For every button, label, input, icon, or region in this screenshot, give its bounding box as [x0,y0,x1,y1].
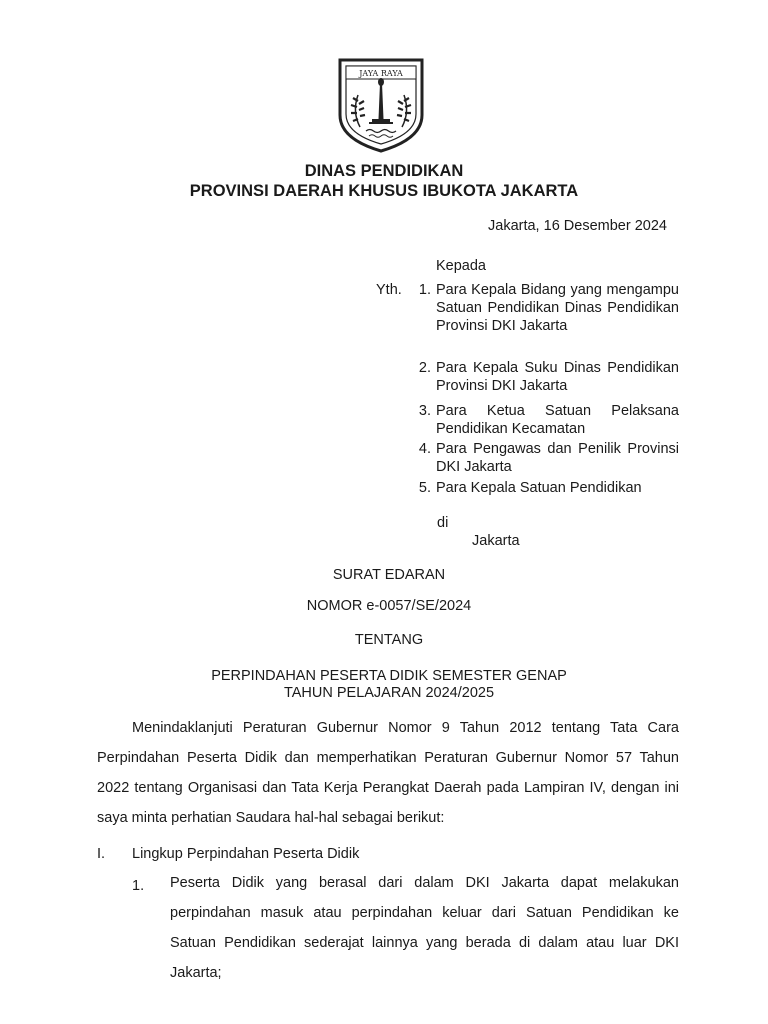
item-number: 1. [132,878,145,894]
di-label: di [437,515,449,531]
recipient-item: Para Ketua Satuan Pelaksana Pendidikan Kecamatan [436,403,679,437]
recipient-number: 5. [418,480,431,496]
recipient-number: 1. [418,282,431,298]
intro-paragraph: Menindaklanjuti Peraturan Gubernur Nomor 9 Tahun 2012 tentang Tata Cara Perpindahan Peserta Didik dan memperhatikan Peraturan Gubernur Nomor 57 Tahun 2022 tentang Organisasi dan Tata Kerja Perangkat Daerah pada Lampiran IV, dengan ini saya minta perhatian Saudara hal-hal sebagai berikut: [97,720,679,826]
recipient-item: Para Pengawas dan Penilik Provinsi DKI Jakarta [436,441,679,475]
yth-label: Yth. [376,282,402,298]
date-line [488,217,667,235]
province-name: PROVINSI DAERAH KHUSUS IBUKOTA JAKARTA [189,182,579,200]
subject-line-2: TAHUN PELAJARAN 2024/2025 [283,685,495,701]
recipient-number: 4. [418,441,431,457]
nomor-value: e-0057/SE/2024 [366,598,472,614]
document-number [0,598,768,614]
kepada-label: Kepada [436,258,486,274]
recipient-item: Para Kepala Bidang yang mengampu Satuan Pendidikan Dinas Pendidikan Provinsi DKI Jakarta [436,282,679,334]
seal-motto: JAYA RAYA [359,69,403,78]
destination-place: Jakarta [472,533,520,549]
date-city: Jakarta, [488,218,540,234]
item-text: Peserta Didik yang berasal dari dalam DKI Jakarta dapat melakukan perpindahan masuk atau perpindahan keluar dari Satuan Pendidikan ke Satuan Pendidikan sederajat lainnya yang berada di dalam atau luar DKI Jakarta; [170,875,679,981]
office-name: DINAS PENDIDIKAN [304,162,464,180]
recipient-number: 3. [418,403,431,419]
tentang-label: TENTANG [354,632,424,648]
subject-line-1: PERPINDAHAN PESERTA DIDIK SEMESTER GENAP [211,668,567,684]
date-value: 16 Desember 2024 [543,218,667,234]
section-title: Lingkup Perpindahan Peserta Didik [132,846,360,862]
recipient-item: Para Kepala Satuan Pendidikan [436,480,642,496]
recipient-number: 2. [418,360,431,376]
document-type: SURAT EDARAN [332,567,446,583]
nomor-label: NOMOR [306,598,363,614]
jakarta-seal-logo [336,57,426,153]
section-number: I. [97,846,106,862]
recipient-item: Para Kepala Suku Dinas Pendidikan Provinsi DKI Jakarta [436,360,679,394]
